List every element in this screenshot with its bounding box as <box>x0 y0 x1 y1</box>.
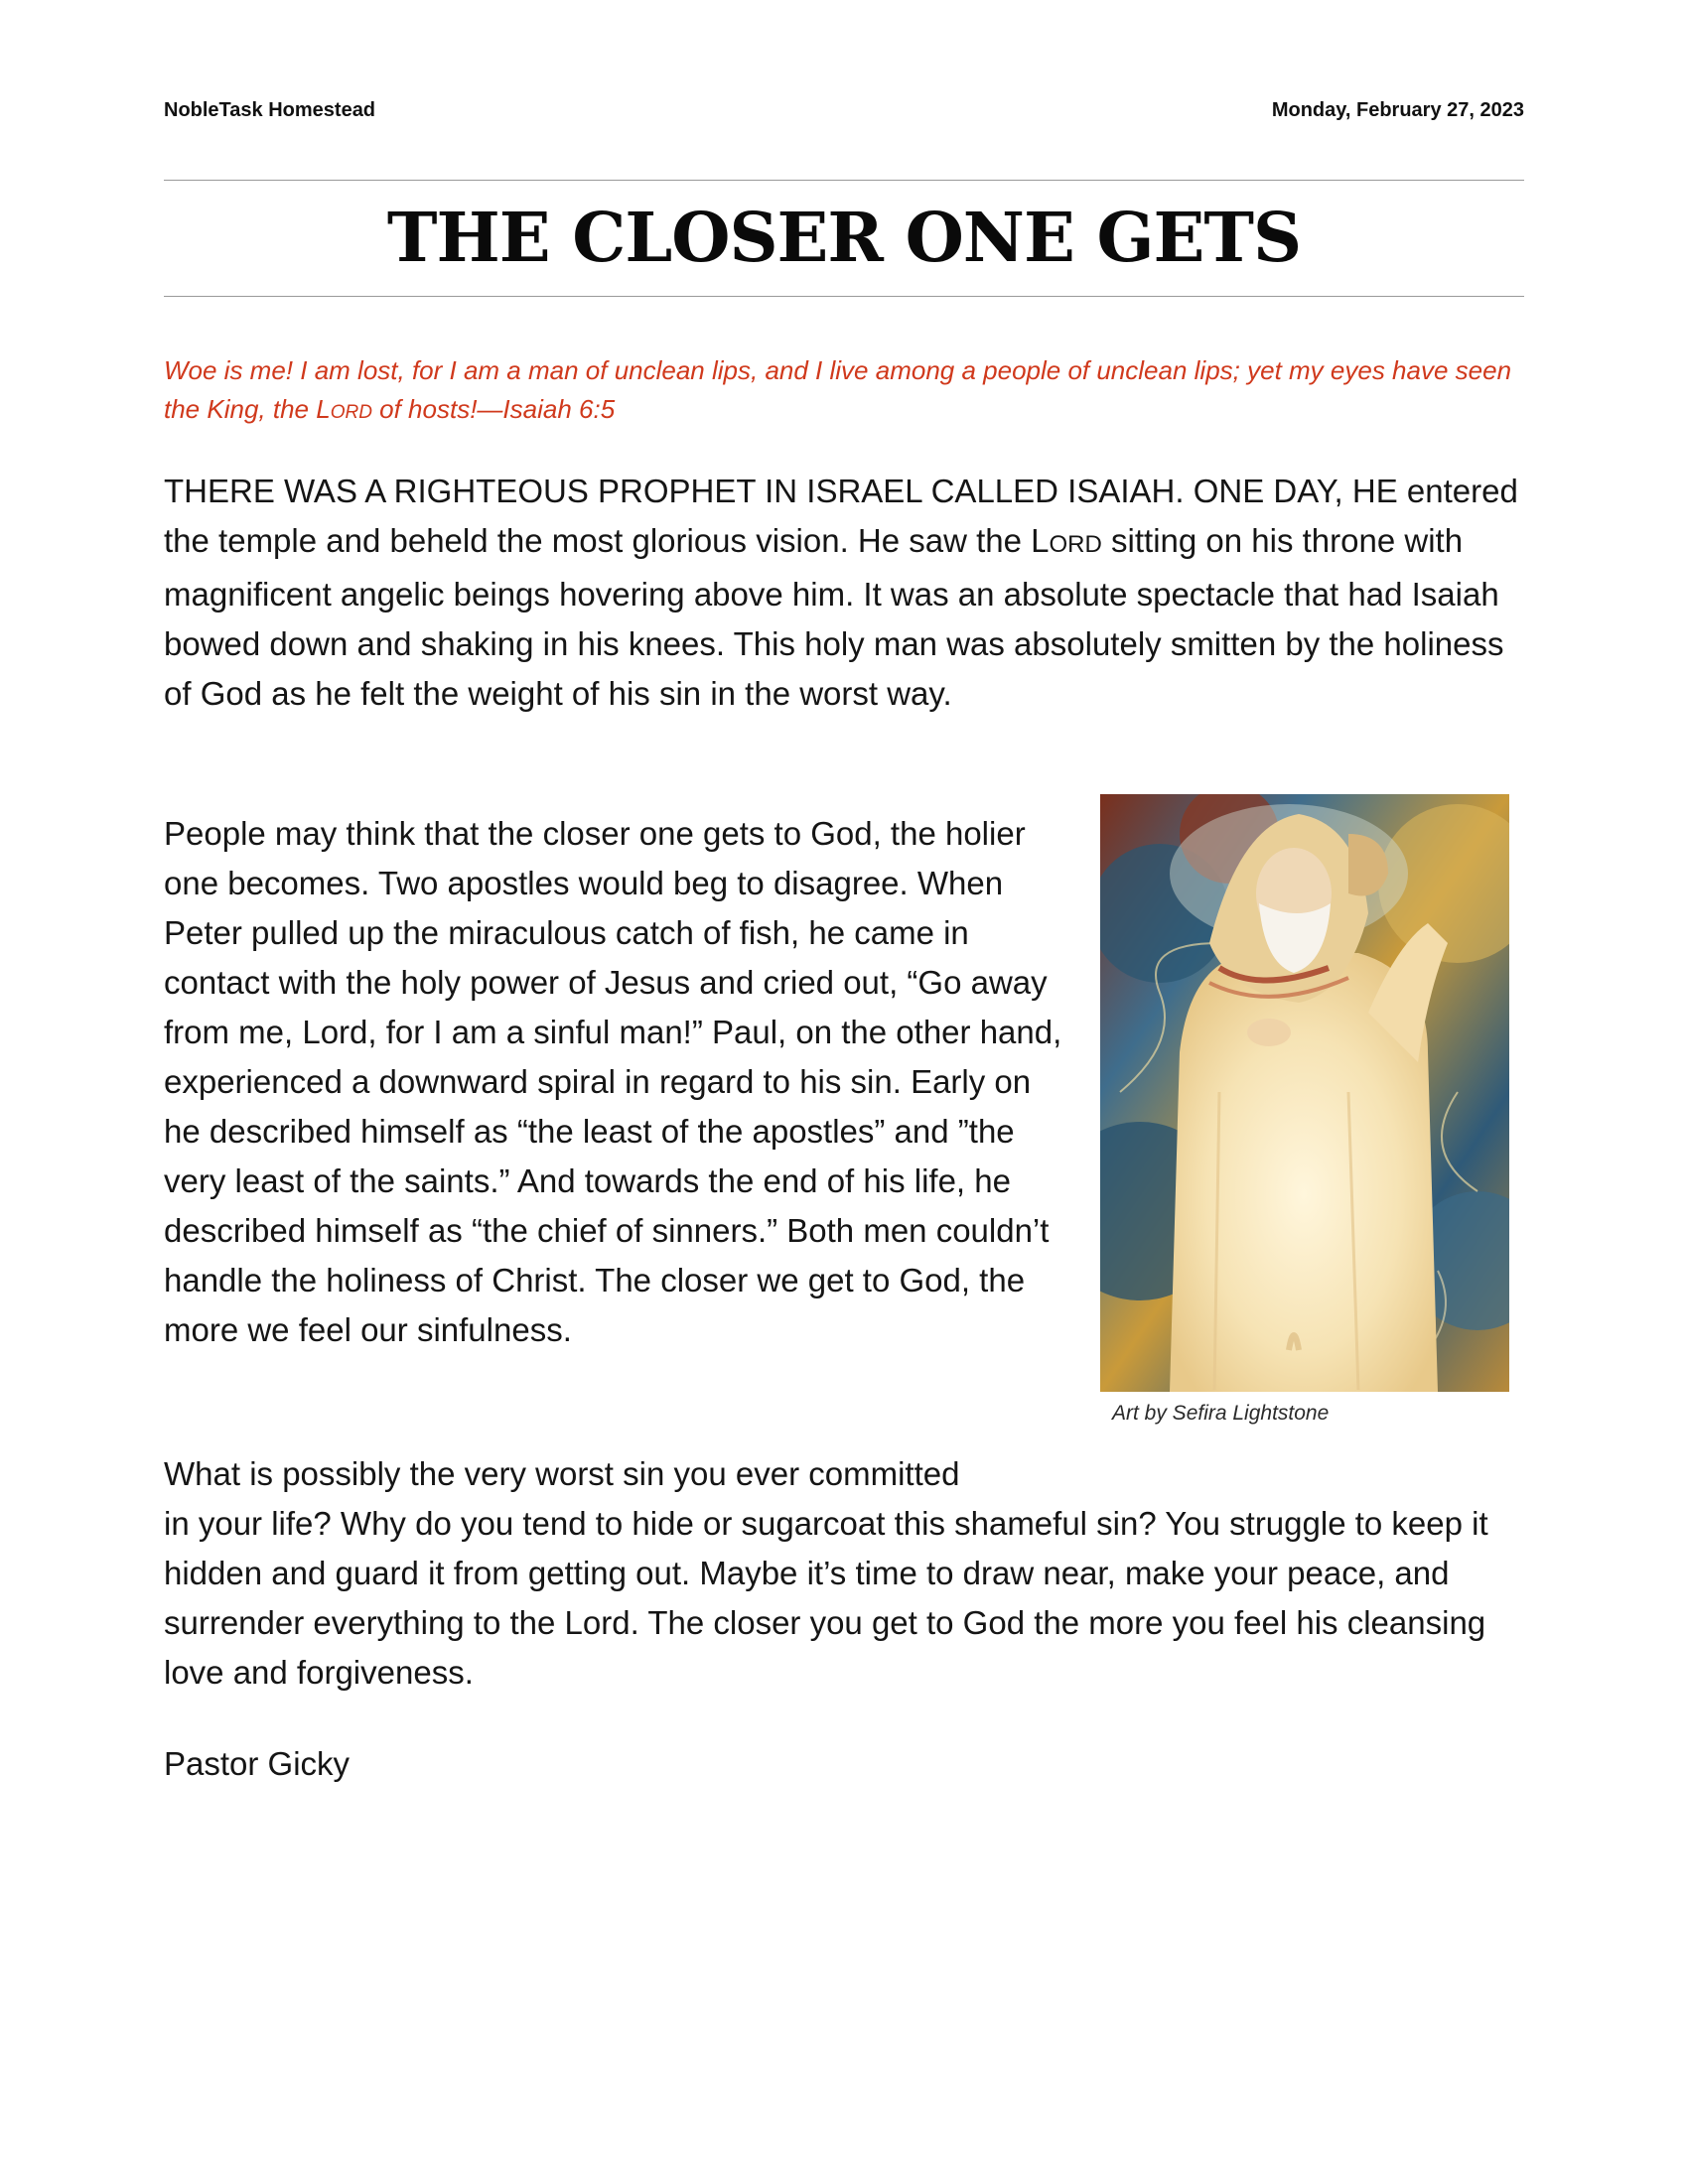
document-page <box>164 0 1524 2184</box>
article-title: THE CLOSER ONE GETS <box>386 199 1302 278</box>
paragraph-3 <box>164 1449 1524 1698</box>
epigraph-text-end: of hosts!—Isaiah 6:5 <box>371 394 616 424</box>
prophet-illustration <box>1100 794 1509 1392</box>
paragraph-1 <box>164 467 1524 719</box>
page-header <box>164 99 1524 129</box>
paragraph-1-start: THERE WAS A RIGHTEOUS PROPHET IN ISRAEL CALLED ISAIAH. ONE DAY, HE entered the temple and beheld the most glorious vision. He saw the L <box>164 473 1518 559</box>
paragraph-3-rest: in your life? Why do you tend to hide or sugarcoat this shameful sin? You struggle to keep it hidden and guard it from getting out. Maybe it’s time to draw near, make your peace, and surrender everything to the Lord. The closer you get to God the more you feel his cleansing love and forgiveness. <box>164 1505 1488 1691</box>
artwork-caption: Art by Sefira Lightstone <box>1112 1402 1330 1425</box>
publication-date: Monday, February 27, 2023 <box>1271 99 1524 121</box>
title-top-divider <box>164 180 1524 181</box>
paragraph-2: People may think that the closer one gets to God, the holier one becomes. Two apostles would beg to disagree. When Peter pulled up the miraculous catch of fish, he came in contact with the holy power of Jesus and cried out, “Go away from me, Lord, for I am a sinful man!” Paul, on the other hand, experienced a downward spiral in regard to his sin. Early on he described himself as “the least of the apostles” and ”the very least of the saints.” And towards the end of his life, he described himself as “the chief of sinners.” Both men couldn’t handle the holiness of Christ. The closer we get to God, the more we feel our sinfulness. <box>164 815 1062 1348</box>
paragraph-1-smallcaps: ORD <box>1049 531 1102 558</box>
epigraph-text-start: Woe is me! I am lost, for I am a man of unclean lips, and I live among a people of unclean lips; yet my eyes have seen the King, the L <box>164 355 1512 424</box>
paragraph-1-end: sitting on his throne with magnificent angelic beings hovering above him. It was an absolute spectacle that had Isaiah bowed down and shaking in his knees. This holy man was absolutely smitten by the holiness of God as he felt the weight of his sin in the worst way. <box>164 522 1504 712</box>
scripture-epigraph <box>164 351 1524 432</box>
title-bottom-divider <box>164 296 1524 297</box>
paragraph-3-first-line: What is possibly the very worst sin you ever committed <box>164 1455 960 1492</box>
site-name: NobleTask Homestead <box>164 99 376 121</box>
isaiah-artwork <box>1100 794 1509 1392</box>
epigraph-smallcaps: ORD <box>330 402 372 423</box>
author-signature: Pastor Gicky <box>164 1745 351 1782</box>
